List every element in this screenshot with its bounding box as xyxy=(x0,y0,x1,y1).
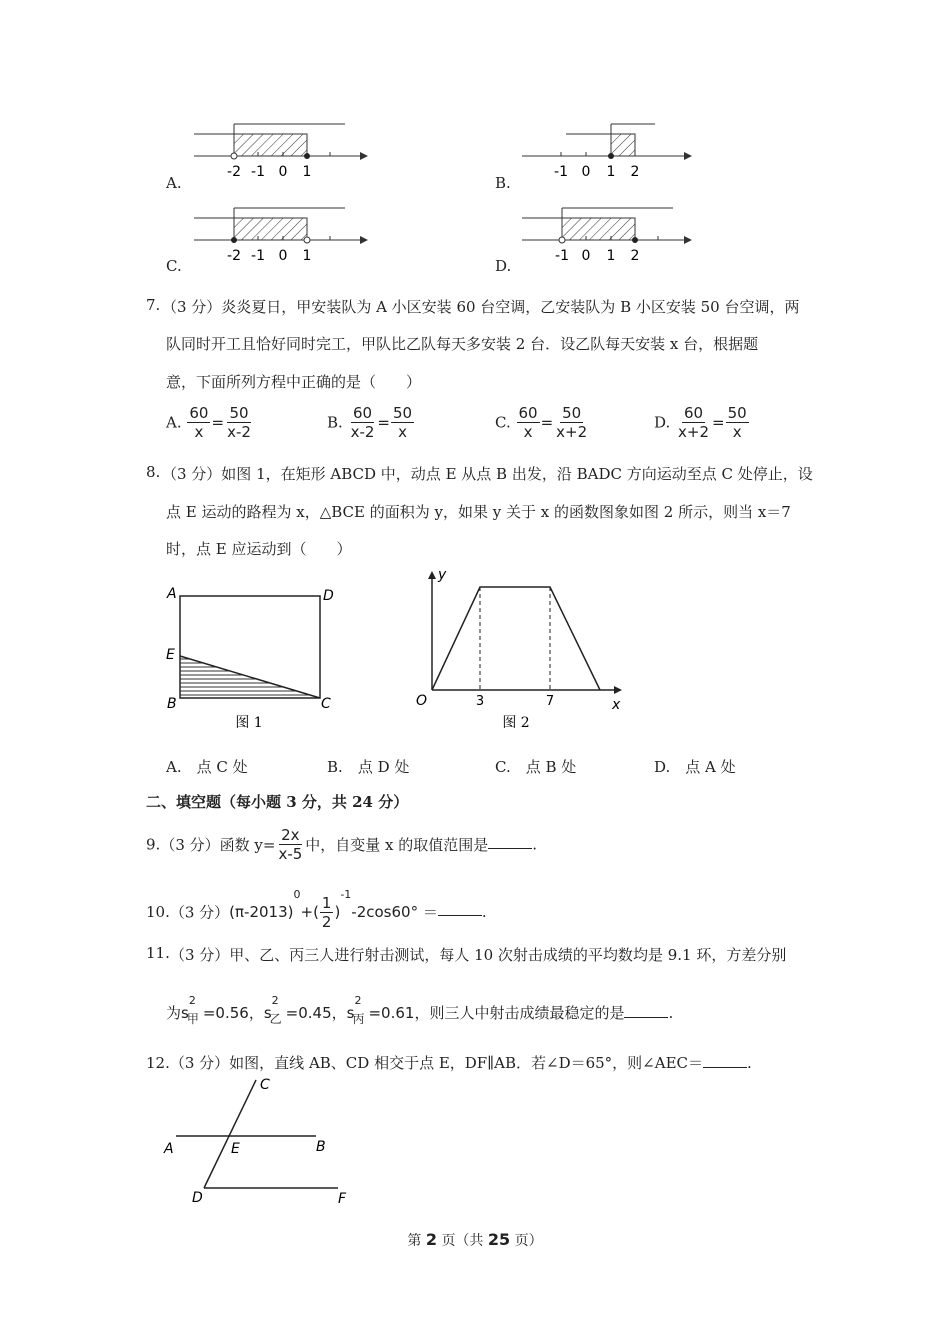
page-footer: 第 2 页（共 25 页） xyxy=(407,1230,543,1249)
question-text-line: 队同时开工且恰好同时完工，甲队比乙队每天多安装 2 台．设乙队每天安装 x 台，根据题 xyxy=(166,335,759,353)
fraction: $\frac{60}{x+2}$ xyxy=(678,404,710,441)
fraction: $\frac{60}{x-2}$ xyxy=(350,404,375,441)
answer-blank[interactable] xyxy=(438,901,482,916)
tick-label: 3 xyxy=(475,694,485,709)
q7-option-a[interactable]: A. $\frac{60}{x}$ = $\frac{50}{x-2}$ xyxy=(166,404,251,441)
page-total: 25 xyxy=(487,1230,511,1249)
option-letter: C. xyxy=(166,257,182,275)
q7-option-c[interactable]: C. $\frac{60}{x}$ = $\frac{50}{x+2}$ xyxy=(495,404,588,441)
number-line-a xyxy=(190,118,370,188)
figure-caption: 图 1 xyxy=(235,715,263,731)
fraction: $\frac{60}{x}$ xyxy=(189,404,209,441)
question-text-line: （3 分）如图 1，在矩形 ABCD 中，动点 E 从点 B 出发，沿 BADC 方向运动至点 C 处停止，设 xyxy=(162,465,813,483)
vertex-label: C xyxy=(321,696,331,712)
point-label: A xyxy=(164,1141,174,1157)
figure-2-graph xyxy=(398,563,638,743)
fraction: $\frac{60}{x}$ xyxy=(518,404,538,441)
tick-label: -1 xyxy=(554,164,568,180)
answer-blank[interactable] xyxy=(624,1003,668,1018)
vertex-label: B xyxy=(167,696,177,712)
tick-label: 0 xyxy=(278,248,288,264)
axis-label: y xyxy=(438,567,447,583)
question-number: 10. xyxy=(146,903,170,921)
point-label: F xyxy=(338,1191,347,1207)
page-number: 2 xyxy=(425,1230,437,1249)
point-label: C xyxy=(260,1077,270,1093)
q8-option-c[interactable]: C. 点 B 处 xyxy=(495,758,577,776)
question-text-line: 12.（3 分）如图，直线 AB、CD 相交于点 E，DF∥AB．若∠D＝65°，则∠AEC＝ . xyxy=(146,1054,752,1072)
option-letter: C. xyxy=(495,413,511,432)
question-text-line: （3 分）炎炎夏日，甲安装队为 A 小区安装 60 台空调，乙安装队为 B 小区安装 50 台空调，两 xyxy=(162,298,800,316)
section-heading: 二、填空题（每小题 3 分，共 24 分） xyxy=(146,793,409,811)
answer-blank[interactable] xyxy=(488,834,532,849)
fraction: $\frac{50}{x}$ xyxy=(727,404,747,441)
axis-label: x xyxy=(612,697,621,713)
question-number: 7. xyxy=(146,296,161,314)
question-10: 10.（3 分）$(\pi-2013)^0+$( $\frac{1}{2}$ )$^{-1}$-2cos60° ＝ . xyxy=(146,888,487,931)
number-line-b xyxy=(518,118,698,188)
tick-label: -1 xyxy=(251,248,265,264)
q7-option-d[interactable]: D. $\frac{60}{x+2}$ = $\frac{50}{x}$ xyxy=(654,404,747,441)
q7-option-b[interactable]: B. $\frac{60}{x-2}$ = $\frac{50}{x}$ xyxy=(327,404,413,441)
number-line-d xyxy=(518,202,698,272)
figure-caption: 图 2 xyxy=(502,715,530,731)
tick-label: 1 xyxy=(302,248,312,264)
tick-label: 2 xyxy=(630,248,640,264)
answer-blank[interactable] xyxy=(703,1053,747,1068)
fraction: $\frac{50}{x+2}$ xyxy=(556,404,588,441)
figure-intersecting-lines xyxy=(160,1075,360,1215)
figure-1-rectangle xyxy=(160,580,350,740)
option-letter: D. xyxy=(654,413,671,432)
origin-label: O xyxy=(416,693,428,709)
question-number: 8. xyxy=(146,463,161,481)
tick-label: 1 xyxy=(606,248,616,264)
question-text-line: 点 E 运动的路程为 x，△BCE 的面积为 y，如果 y 关于 x 的函数图象如图 2 所示，则当 x＝7 xyxy=(166,503,791,521)
tick-label: -1 xyxy=(555,248,569,264)
vertex-label: A xyxy=(167,586,177,602)
option-letter: B. xyxy=(327,413,343,432)
tick-label: 0 xyxy=(278,164,288,180)
question-9: 9.（3 分）函数 y= $\frac{2x}{x-5}$ 中，自变量 x 的取值范围是 . xyxy=(146,826,538,863)
number-line-c xyxy=(190,202,370,272)
question-number: 12. xyxy=(146,1054,170,1072)
vertex-label: E xyxy=(166,647,175,663)
tick-label: 0 xyxy=(581,248,591,264)
tick-label: 1 xyxy=(606,164,616,180)
tick-label: -2 xyxy=(227,248,241,264)
question-text-line: （3 分）甲、乙、丙三人进行射击测试，每人 10 次射击成绩的平均数均是 9.1 环，方差分别 xyxy=(170,946,787,964)
tick-label: 1 xyxy=(302,164,312,180)
option-letter: B. xyxy=(495,174,511,192)
question-text-line: 时，点 E 应运动到（ ） xyxy=(166,540,352,558)
tick-label: 2 xyxy=(630,164,640,180)
q8-option-a[interactable]: A. 点 C 处 xyxy=(166,758,248,776)
tick-label: -2 xyxy=(227,164,241,180)
question-text-line: 为s 2 甲 =0.56，s 2 乙 =0.45，s 2 丙 =0.61，则三人中射击成绩最稳定的是 . xyxy=(166,994,674,1026)
option-letter: A. xyxy=(166,413,182,432)
question-number: 11. xyxy=(146,944,170,962)
question-text-line: 意，下面所列方程中正确的是（ ） xyxy=(166,373,422,391)
option-letter: A. xyxy=(166,174,182,192)
point-label: B xyxy=(316,1139,326,1155)
vertex-label: D xyxy=(323,588,334,604)
option-letter: D. xyxy=(495,257,512,275)
fraction: $\frac{50}{x-2}$ xyxy=(227,404,251,441)
point-label: E xyxy=(231,1141,240,1157)
q8-option-b[interactable]: B. 点 D 处 xyxy=(327,758,410,776)
point-label: D xyxy=(192,1190,203,1206)
tick-label: -1 xyxy=(251,164,265,180)
tick-label: 0 xyxy=(581,164,591,180)
tick-label: 7 xyxy=(545,694,555,709)
fraction: $\frac{50}{x}$ xyxy=(393,404,413,441)
question-number: 9. xyxy=(146,835,161,854)
q8-option-d[interactable]: D. 点 A 处 xyxy=(654,758,736,776)
